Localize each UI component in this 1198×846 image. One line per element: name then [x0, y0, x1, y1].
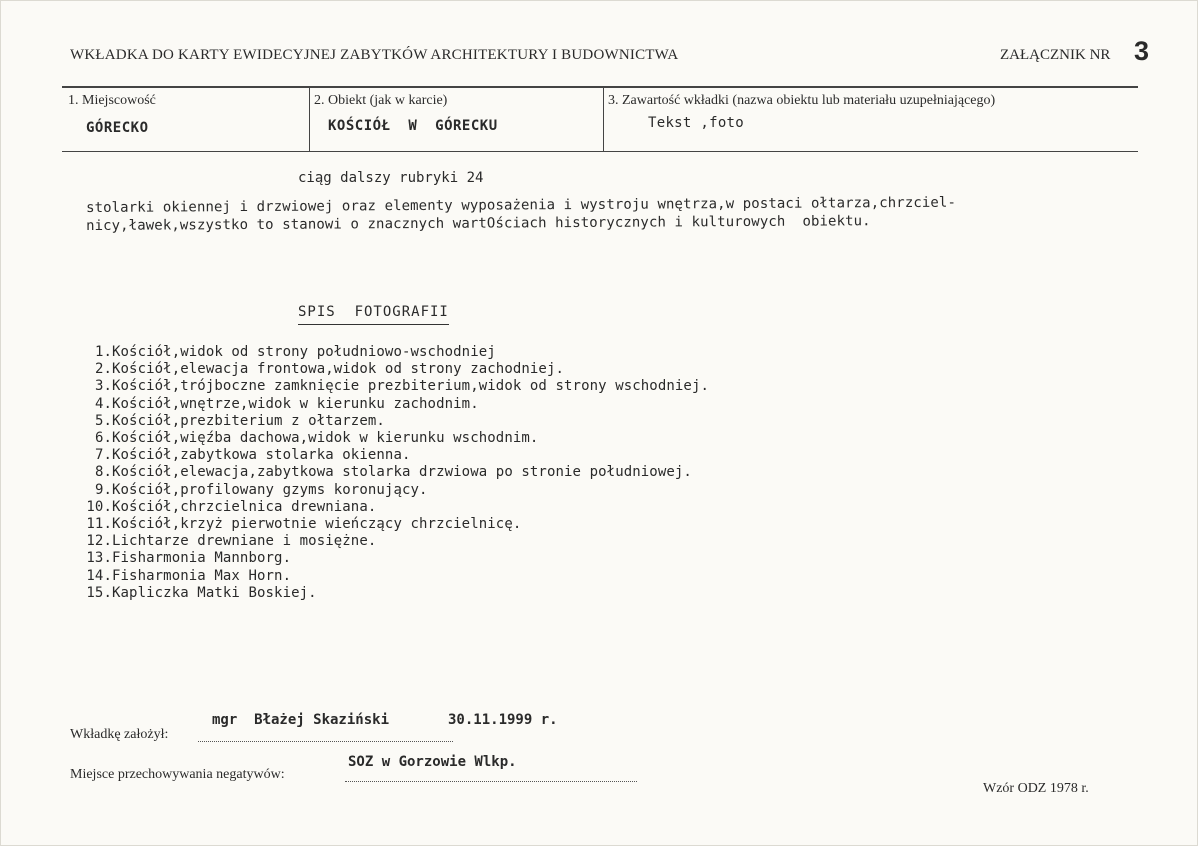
photo-description: Kościół,chrzcielnica drewniana. [112, 498, 377, 515]
photo-number: 15. [86, 584, 112, 601]
list-item [74, 396, 709, 413]
photo-number: 2. [94, 361, 112, 378]
photos-heading: SPIS FOTOGRAFII [298, 304, 449, 325]
object-value: KOŚCIÓŁ W GÓRECKU [328, 118, 498, 134]
document-title: WKŁADKA DO KARTY EWIDECYJNEJ ZABYTKÓW ARCHITEKTURY I BUDOWNICTWA [70, 47, 679, 63]
photo-description: Kościół,elewacja frontowa,widok od strony zachodniej. [112, 361, 565, 378]
photo-description: Kościół,prezbiterium z ołtarzem. [112, 412, 385, 429]
list-item [74, 516, 709, 533]
paragraph-line-2: nicy,ławek,wszystko to stanowi o znacznych wartOściach historycznych i kulturowych obiektu. [86, 213, 871, 234]
list-item [74, 361, 709, 378]
form-version: Wzór ODZ 1978 r. [983, 781, 1089, 796]
column-divider-2 [603, 88, 604, 151]
photo-description: Kościół,wnętrze,widok w kierunku zachodnim. [112, 395, 479, 412]
photo-description: Kościół,profilowany gzyms koronujący. [112, 481, 428, 498]
photo-description: Kościół,elewacja,zabytkowa stolarka drzwiowa po stronie południowej. [112, 464, 692, 481]
photo-description: Kościół,więźba dachowa,widok w kierunku wschodnim. [112, 430, 539, 447]
list-item [74, 447, 709, 464]
photo-description: Kościół,zabytkowa stolarka okienna. [112, 447, 411, 464]
table-bottom-rule [62, 151, 1138, 152]
locality-value: GÓRECKO [86, 120, 149, 136]
photo-description: Kościół,trójboczne zamknięcie prezbiterium,widok od strony wschodniej. [112, 378, 710, 395]
list-item [74, 499, 709, 516]
author-dotted-line [198, 741, 453, 742]
photo-description: Lichtarze drewniane i mosiężne. [112, 533, 377, 550]
photo-description: Fisharmonia Mannborg. [112, 550, 292, 567]
content-value: Tekst ,foto [648, 115, 745, 131]
photo-number: 6. [94, 430, 112, 447]
photo-number: 11. [86, 516, 112, 533]
list-item [74, 430, 709, 447]
photo-number: 1. [94, 344, 112, 360]
list-item [74, 344, 709, 361]
annex-number: 3 [1134, 36, 1150, 66]
object-label: 2. Obiekt (jak w karcie) [314, 93, 448, 108]
negatives-location-label: Miejsce przechowywania negatywów: [70, 767, 285, 782]
list-item [74, 550, 709, 567]
table-top-rule [62, 86, 1138, 88]
photo-list [74, 344, 709, 602]
list-item [74, 413, 709, 430]
photo-number: 8. [94, 464, 112, 481]
content-label: 3. Zawartość wkładki (nazwa obiektu lub materiału uzupełniającego) [608, 93, 996, 108]
photo-number: 10. [86, 498, 112, 515]
photo-number: 14. [86, 567, 112, 584]
list-item [74, 533, 709, 550]
photo-description: Fisharmonia Max Horn. [112, 567, 292, 584]
photo-number: 7. [94, 447, 112, 464]
annex-label: ZAŁĄCZNIK NR [1000, 47, 1111, 63]
author-date: 30.11.1999 r. [448, 712, 558, 728]
list-item [74, 482, 709, 499]
author-label: Wkładkę założył: [70, 727, 169, 742]
locality-label: 1. Miejscowość [68, 93, 156, 108]
list-item [74, 464, 709, 481]
photo-description: Kościół,widok od strony południowo-wschodniej [112, 344, 496, 360]
photo-number: 3. [94, 378, 112, 395]
list-item [74, 585, 709, 602]
photo-number: 5. [94, 412, 112, 429]
continued-label: ciąg dalszy rubryki 24 [298, 170, 484, 186]
list-item [74, 568, 709, 585]
photo-number: 12. [86, 533, 112, 550]
list-item [74, 378, 709, 395]
column-divider-1 [309, 88, 310, 151]
photo-number: 9. [94, 481, 112, 498]
photo-description: Kościół,krzyż pierwotnie wieńczący chrzcielnicę. [112, 516, 522, 533]
negatives-location-value: SOZ w Gorzowie Wlkp. [348, 754, 517, 770]
photo-number: 13. [86, 550, 112, 567]
author-value: mgr Błażej Skaziński [212, 712, 390, 728]
negatives-dotted-line [345, 781, 637, 782]
paragraph-line-1: stolarki okiennej i drzwiowej oraz elementy wyposażenia i wystroju wnętrza,w postaci ołtarza,chrzciel- [86, 194, 957, 216]
photo-description: Kapliczka Matki Boskiej. [112, 584, 317, 601]
photo-number: 4. [94, 395, 112, 412]
